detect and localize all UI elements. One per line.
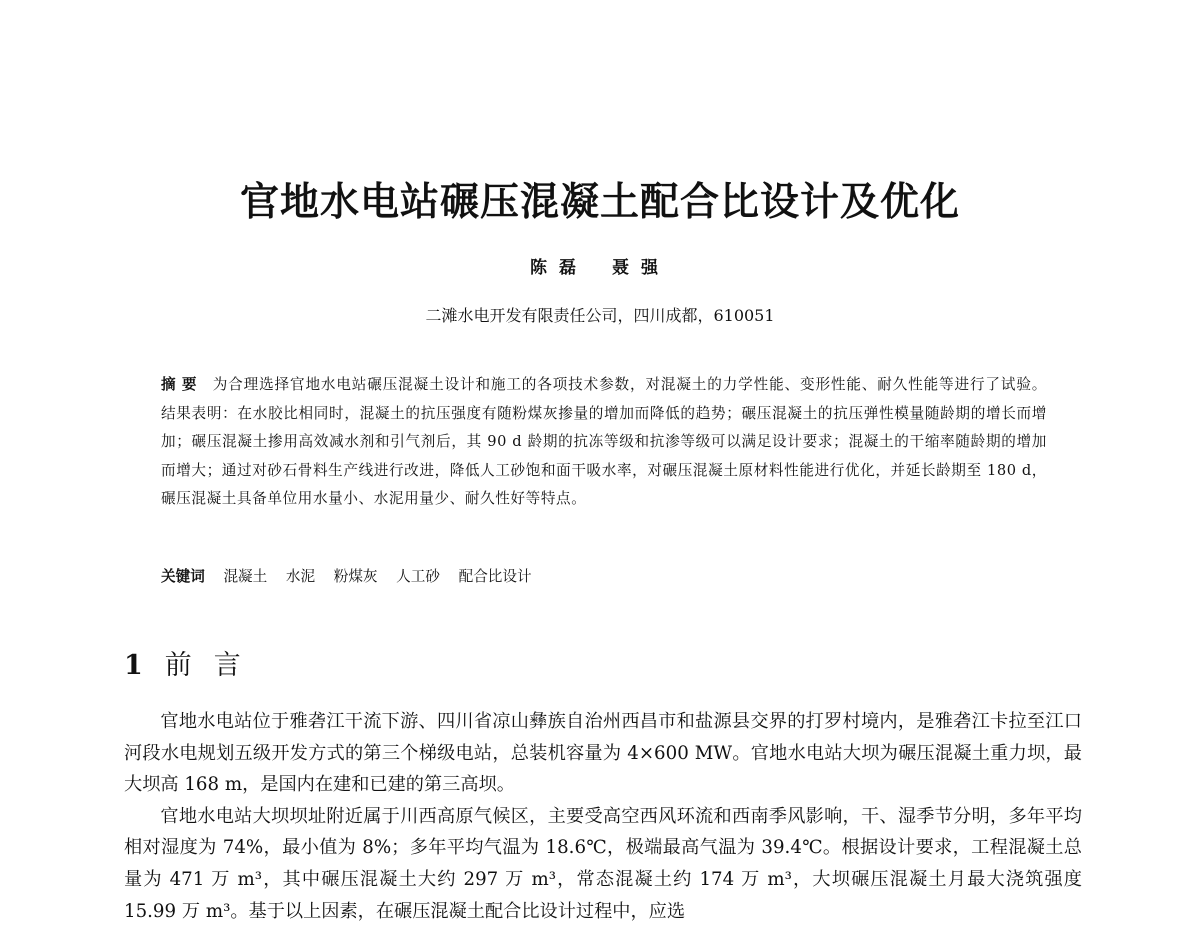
keyword: 混凝土 — [223, 568, 268, 585]
body-paragraph: 官地水电站大坝坝址附近属于川西高原气候区，主要受高空西风环流和西南季风影响，干、湿季节分明，多年平均相对湿度为 74%，最小值为 8%；多年平均气温为 18.6℃，极端最高气温为 39.4℃。根据设计要求，工程混凝土总量为 471 万 m³，其中碾压混凝土大约 297 万 m³，常态混凝土约 174 万 m³，大坝碾压混凝土月最大浇筑强度 15.99 万 m³。基于以上因素，在碾压混凝土配合比设计过程中，应选 — [124, 805, 1082, 922]
keyword: 水泥 — [285, 568, 316, 585]
section-number: 1 — [124, 650, 143, 681]
keyword: 粉煤灰 — [333, 568, 378, 585]
abstract-text: 为合理选择官地水电站碾压混凝土设计和施工的各项技术参数，对混凝土的力学性能、变形性能、耐久性能等进行了试验。结果表明：在水胶比相同时，混凝土的抗压强度有随粉煤灰掺量的增加而降低的趋势；碾压混凝土的抗压弹性模量随龄期的增长而增加；碾压混凝土掺用高效减水剂和引气剂后，其 90 d 龄期的抗冻等级和抗渗等级可以满足设计要求；混凝土的干缩率随龄期的增加而增大；通过对砂石骨料生产线进行改进，降低人工砂饱和面干吸水率，对碾压混凝土原材料性能进行优化，并延长龄期至 180 d，碾压混凝土具备单位用水量小、水泥用量少、耐久性好等特点。 — [161, 376, 1047, 508]
author-list — [0, 255, 1200, 281]
author-name: 陈磊 — [530, 258, 588, 278]
author-affiliation: 二滩水电开发有限责任公司，四川成都，610051 — [425, 306, 775, 325]
keyword: 人工砂 — [396, 568, 440, 585]
paper-title: 官地水电站碾压混凝土配合比设计及优化 — [239, 180, 960, 225]
section-title: 前言 — [164, 650, 263, 681]
section-heading — [124, 646, 263, 686]
author-name: 聂强 — [612, 258, 670, 278]
section-body — [124, 706, 1082, 927]
body-paragraph: 官地水电站位于雅砻江干流下游、四川省凉山彝族自治州西昌市和盐源县交界的打罗村境内，是雅砻江卡拉至江口河段水电规划五级开发方式的第三个梯级电站，总装机容量为 4×600 MW。官地水电站大坝为碾压混凝土重力坝，最大坝高 168 m，是国内在建和已建的第三高坝。 — [124, 711, 1082, 796]
keyword: 配合比设计 — [458, 568, 532, 585]
abstract — [161, 371, 1047, 514]
abstract-label: 摘要 — [161, 376, 203, 393]
keywords-label: 关键词 — [161, 568, 205, 585]
keywords — [161, 563, 1047, 591]
